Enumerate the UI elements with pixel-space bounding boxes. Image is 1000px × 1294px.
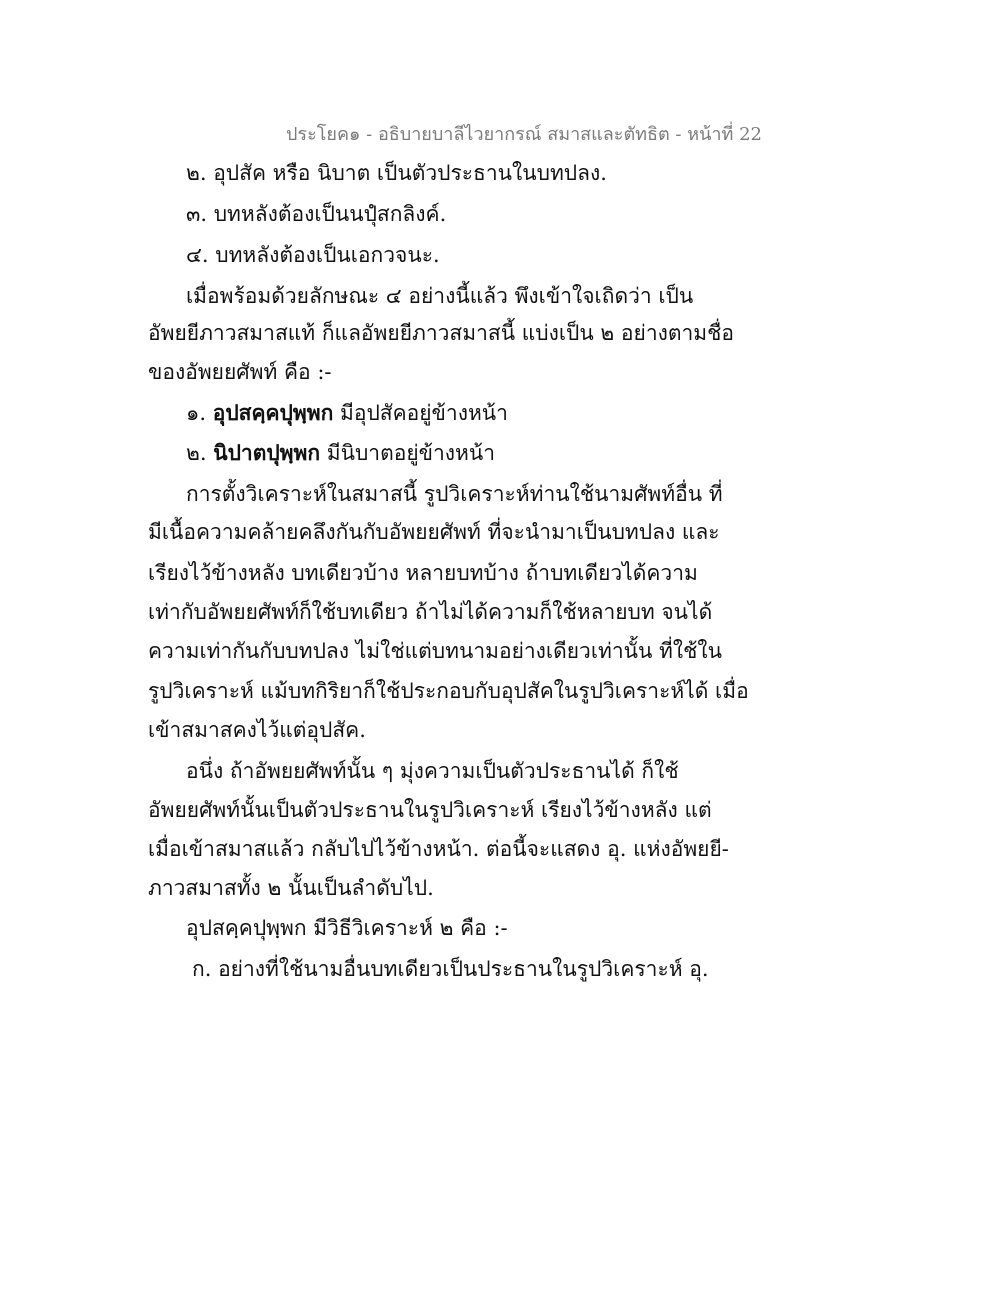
definition-line-upasagga <box>186 398 508 428</box>
definition-term: นิปาตปุพฺพก <box>213 440 321 465</box>
text-line-9: การตั้งวิเคราะห์ในสมาสนี้ รูปวิเคราะห์ท่านใช้นามศัพท์อื่น ที่ <box>186 482 723 506</box>
text-line-2: ๓. บทหลังต้องเป็นนปุํสกลิงค์. <box>186 202 447 226</box>
page-header: ประโยค๑ - อธิบายบาลีไวยากรณ์ สมาสและตัทธิต - หน้าที่ 22 <box>286 124 762 145</box>
text-line-16: อนึ่ง ถ้าอัพยยศัพท์นั้น ๆ มุ่งความเป็นตัวประธานได้ ก็ใช้ <box>186 759 679 783</box>
text-line-19: ภาวสมาสทั้ง ๒ นั้นเป็นลำดับไป. <box>148 876 434 900</box>
definition-term: อุปสคฺคปุพฺพก <box>212 400 334 425</box>
text-line-3: ๔. บทหลังต้องเป็นเอกวจนะ. <box>186 243 440 267</box>
text-line-18: เมื่อเข้าสมาสแล้ว กลับไปไว้ข้างหน้า. ต่อนี้จะแสดง อุ. แห่งอัพยยี- <box>148 837 729 861</box>
text-line-20: อุปสคฺคปุพฺพก มีวิธีวิเคราะห์ ๒ คือ :- <box>186 916 508 940</box>
text-line-5: อัพยยีภาวสมาสแท้ ก็แลอัพยยีภาวสมาสนี้ แบ่งเป็น ๒ อย่างตามชื่อ <box>148 321 735 345</box>
definition-line-nipata <box>186 438 495 468</box>
definition-description: มีนิบาตอยู่ข้างหน้า <box>326 441 496 465</box>
text-line-1: ๒. อุปสัค หรือ นิบาต เป็นตัวประธานในบทปลง. <box>186 161 607 185</box>
text-line-12: เท่ากับอัพยยศัพท์ก็ใช้บทเดียว ถ้าไม่ได้ความก็ใช้หลายบท จนได้ <box>148 600 713 624</box>
definition-description: มีอุปสัคอยู่ข้างหน้า <box>339 401 508 425</box>
text-line-10: มีเนื้อความคล้ายคลึงกันกับอัพยยศัพท์ ที่จะนำมาเป็นบทปลง และ <box>148 520 720 544</box>
text-line-21: ก. อย่างที่ใช้นามอื่นบทเดียวเป็นประธานในรูปวิเคราะห์ อุ. <box>192 957 709 981</box>
definition-number: ๒. <box>186 441 207 465</box>
definition-number: ๑. <box>186 401 207 425</box>
text-line-6: ของอัพยยศัพท์ คือ :- <box>148 360 332 384</box>
text-line-17: อัพยยศัพท์นั้นเป็นตัวประธานในรูปวิเคราะห์ เรียงไว้ข้างหลัง แต่ <box>148 798 712 822</box>
text-line-4: เมื่อพร้อมด้วยลักษณะ ๔ อย่างนี้แล้ว พึงเข้าใจเถิดว่า เป็น <box>186 284 694 308</box>
text-line-11: เรียงไว้ข้างหลัง บทเดียวบ้าง หลายบทบ้าง ถ้าบทเดียวได้ความ <box>148 561 698 585</box>
text-line-14: รูปวิเคราะห์ แม้บทกิริยาก็ใช้ประกอบกับอุปสัคในรูปวิเคราะห์ได้ เมื่อ <box>148 679 749 703</box>
text-line-13: ความเท่ากันกับบทปลง ไม่ใช่แต่บทนามอย่างเดียวเท่านั้น ที่ใช้ใน <box>148 639 722 663</box>
text-line-15: เข้าสมาสคงไว้แต่อุปสัค. <box>148 718 366 742</box>
